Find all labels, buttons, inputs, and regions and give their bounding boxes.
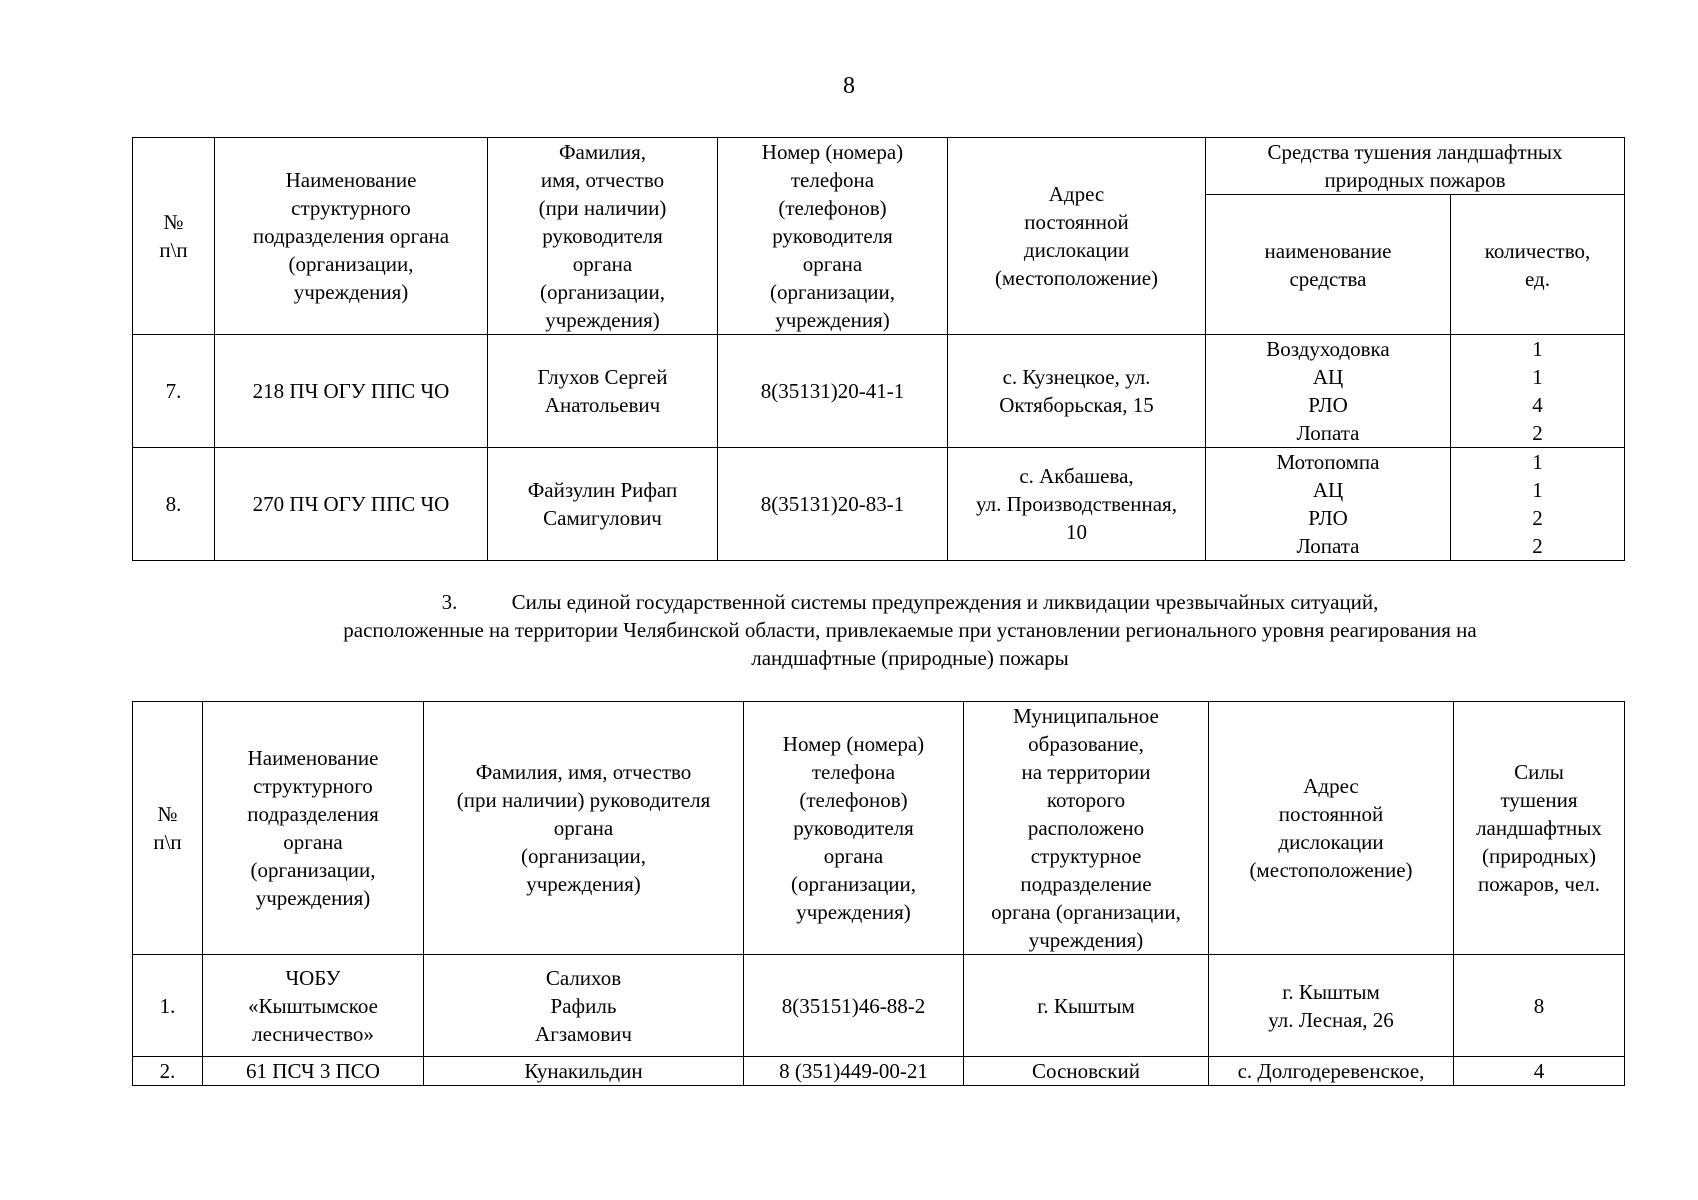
header-num: № п\п xyxy=(133,138,215,335)
row-means: Воздуходовка АЦ РЛО Лопата xyxy=(1206,335,1451,448)
table-row xyxy=(133,955,1625,1057)
header-phone: Номер (номера) телефона (телефонов) руководителя органа (организации, учреждения) xyxy=(718,138,948,335)
row-num: 8. xyxy=(133,448,215,561)
row-unit: ЧОБУ «Кыштымское лесничество» xyxy=(203,955,424,1057)
row-num: 2. xyxy=(133,1057,203,1086)
row-head: Глухов Сергей Анатольевич xyxy=(488,335,718,448)
header-head: Фамилия, имя, отчество (при наличии) руководителя органа (организации, учреждения) xyxy=(424,702,744,955)
section-3-line-3: ландшафтные (природные) пожары xyxy=(751,646,1069,670)
row-head: Салихов Рафиль Агзамович xyxy=(424,955,744,1057)
row-phone: 8 (351)449-00-21 xyxy=(744,1057,964,1086)
table-row xyxy=(133,1057,1625,1086)
row-qty: 1 1 2 2 xyxy=(1451,448,1625,561)
section-number: 3. xyxy=(441,590,458,614)
page-number: 8 xyxy=(843,73,855,99)
header-forces: Силы тушения ландшафтных (природных) пожаров, чел. xyxy=(1454,702,1625,955)
table-row xyxy=(133,335,1625,448)
row-address: с. Долгодеревенское, xyxy=(1209,1057,1454,1086)
row-phone: 8(35151)46-88-2 xyxy=(744,955,964,1057)
row-address: с. Акбашева, ул. Производственная, 10 xyxy=(948,448,1206,561)
header-means-name: наименование средства xyxy=(1206,195,1451,335)
header-address: Адрес постоянной дислокации (местоположение) xyxy=(948,138,1206,335)
header-municipality: Муниципальное образование, на территории которого расположено структурное подразделение органа (организации, учреждения) xyxy=(964,702,1209,955)
section-3-heading xyxy=(200,588,1620,672)
header-means-qty: количество, ед. xyxy=(1451,195,1625,335)
row-forces: 4 xyxy=(1454,1057,1625,1086)
header-num: № п\п xyxy=(133,702,203,955)
row-head: Кунакильдин xyxy=(424,1057,744,1086)
row-num: 7. xyxy=(133,335,215,448)
header-unit: Наименование структурного подразделения органа (организации, учреждения) xyxy=(203,702,424,955)
row-unit: 270 ПЧ ОГУ ППС ЧО xyxy=(215,448,488,561)
row-num: 1. xyxy=(133,955,203,1057)
row-address: г. Кыштым ул. Лесная, 26 xyxy=(1209,955,1454,1057)
section-3-line-1: 3. Силы единой государственной системы предупреждения и ликвидации чрезвычайных ситуаций, xyxy=(441,590,1379,614)
header-means-group: Средства тушения ландшафтных природных пожаров xyxy=(1206,138,1625,195)
row-phone: 8(35131)20-41-1 xyxy=(718,335,948,448)
section-3-line-2: расположенные на территории Челябинской области, привлекаемые при установлении регионального уровня реагирования на xyxy=(343,618,1477,642)
row-forces: 8 xyxy=(1454,955,1625,1057)
landscape-fire-units-table xyxy=(132,137,1625,561)
header-head: Фамилия, имя, отчество (при наличии) руководителя органа (организации, учреждения) xyxy=(488,138,718,335)
row-phone: 8(35131)20-83-1 xyxy=(718,448,948,561)
header-address: Адрес постоянной дислокации (местоположение) xyxy=(1209,702,1454,955)
row-unit: 61 ПСЧ 3 ПСО xyxy=(203,1057,424,1086)
row-municipality: Сосновский xyxy=(964,1057,1209,1086)
row-means: Мотопомпа АЦ РЛО Лопата xyxy=(1206,448,1451,561)
row-unit: 218 ПЧ ОГУ ППС ЧО xyxy=(215,335,488,448)
row-address: с. Кузнецкое, ул. Октяборьская, 15 xyxy=(948,335,1206,448)
emergency-forces-table xyxy=(132,701,1625,1086)
row-municipality: г. Кыштым xyxy=(964,955,1209,1057)
table-row xyxy=(133,448,1625,561)
row-qty: 1 1 4 2 xyxy=(1451,335,1625,448)
header-unit: Наименование структурного подразделения органа (организации, учреждения) xyxy=(215,138,488,335)
row-head: Файзулин Рифап Самигулович xyxy=(488,448,718,561)
header-phone: Номер (номера) телефона (телефонов) руководителя органа (организации, учреждения) xyxy=(744,702,964,955)
